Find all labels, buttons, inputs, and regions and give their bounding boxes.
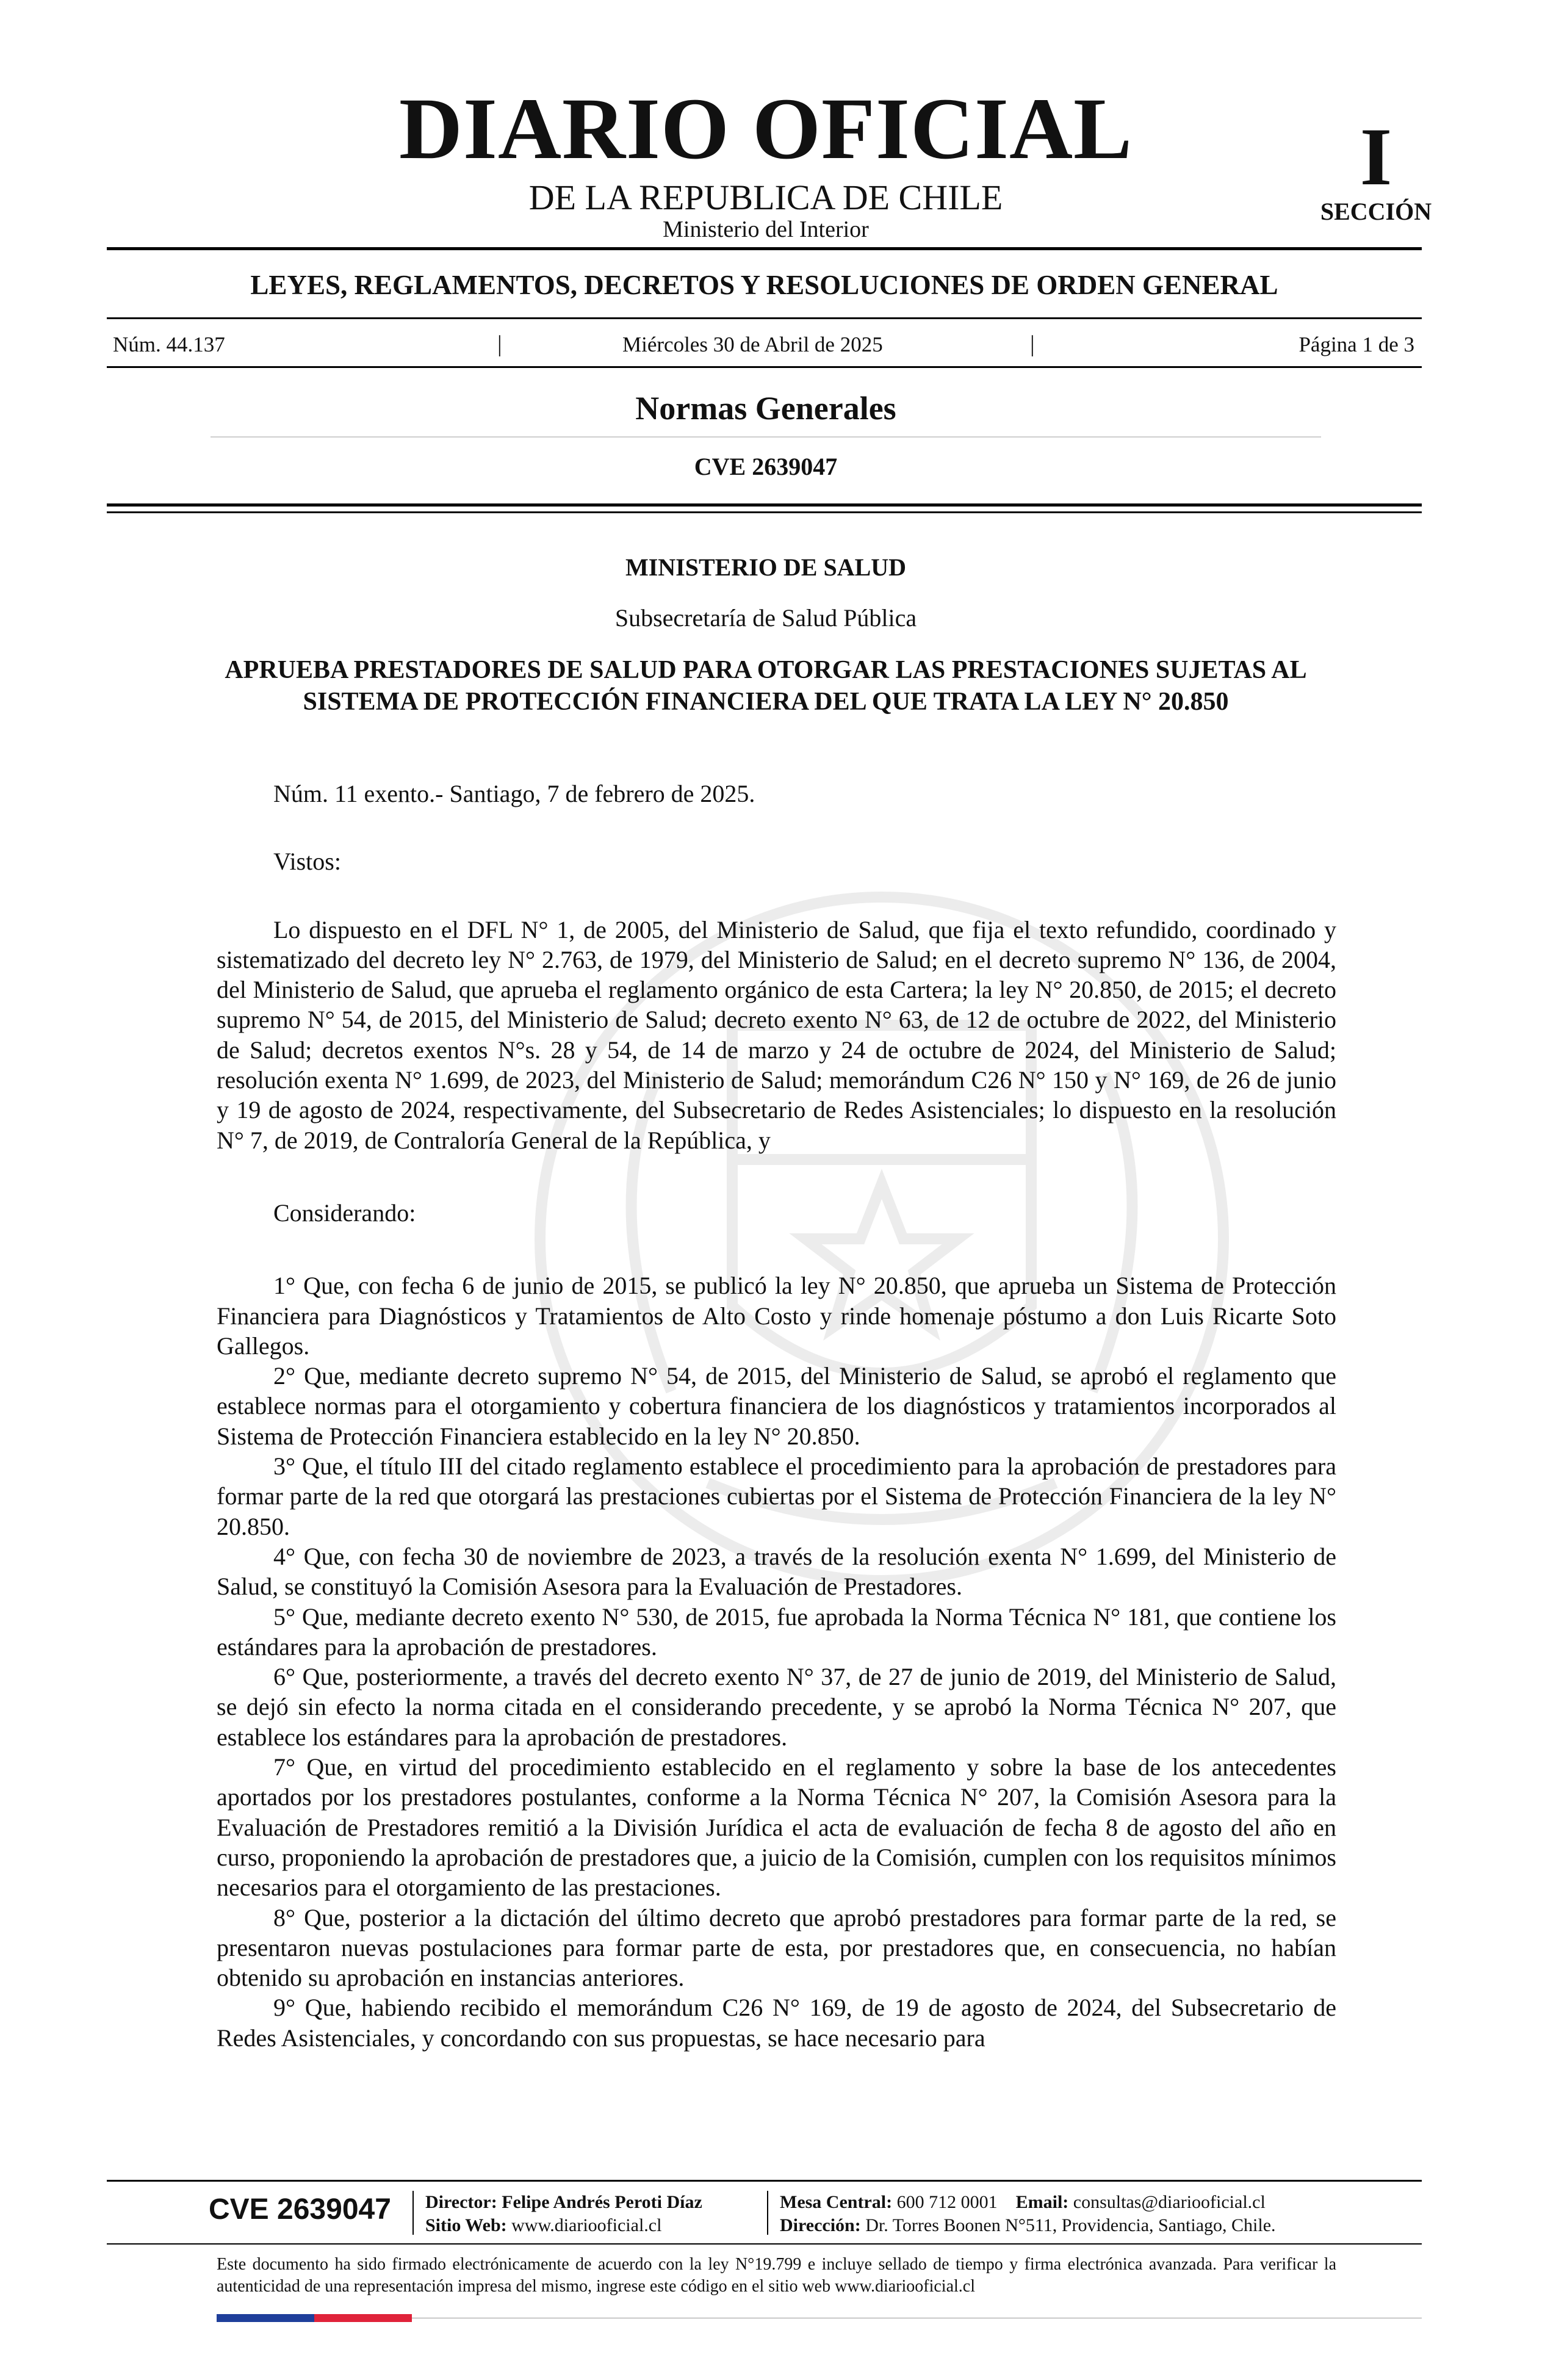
category-heading: LEYES, REGLAMENTOS, DECRETOS Y RESOLUCIONES DE ORDEN GENERAL [250,270,1278,300]
considerando-item: 6° Que, posteriormente, a través del decreto exento N° 37, de 27 de junio de 2019, del Ministerio de Salud, se dejó sin efecto la norma citada en el considerando precedente, y se aprobó la Norma Técnica N° 207, que establece los estándares para la aprobación de prestadores. [217,1663,1336,1751]
considerando-item: 4° Que, con fecha 30 de noviembre de 2023, a través de la resolución exenta N° 1.699, del Ministerio de Salud, se constituyó la Comisión Asesora para la Evaluación de Prestadores. [217,1542,1336,1601]
subsecretaria: Subsecretaría de Salud Pública [614,604,917,632]
considerando-item: 3° Que, el título III del citado reglamento establece el procedimiento para la aprobación de prestadores para formar parte de la red que otorgará las prestaciones cubiertas por el Sistema de Protección Financiera de la ley N° 20.850. [217,1452,1336,1540]
director-name: Felipe Andrés Peroti Díaz [502,2192,702,2212]
issue-date: Miércoles 30 de Abril de 2025 [622,333,883,356]
mesa-phone: 600 712 0001 [896,2192,998,2212]
considerando-item: 7° Que, en virtud del procedimiento establecido en el reglamento y sobre la base de los antecedentes aportados por los prestadores postulantes, conforme a la Norma Técnica N° 207, la Comisión Asesora para la Evaluación de Prestadores remitió a la División Jurídica el acta de evaluación de fecha 8 de agosto del año en curso, proponiendo la aprobación de prestadores que, a juicio de la Comisión, cumplen con los requisitos mínimos necesarios para el otorgamiento de las prestaciones. [217,1753,1336,1902]
info-separator: | [1030,331,1035,357]
decree-number-line: Núm. 11 exento.- Santiago, 7 de febrero de 2025. [273,780,755,807]
cve-code: CVE 2639047 [694,453,838,480]
document-body [217,779,1336,2053]
considerando-item: 5° Que, mediante decreto exento N° 530, de 2015, fue aprobada la Norma Técnica N° 181, que contiene los estándares para la aprobación de prestadores. [217,1603,1336,1661]
footer-cve-code: CVE 2639047 [209,2193,391,2226]
considerando-item: 1° Que, con fecha 6 de junio de 2015, se publicó la ley N° 20.850, que aprueba un Sistema de Protección Financiera para Diagnósticos y Tratamientos de Alto Costo y rinde homenaje póstumo a don Luis Ricarte Soto Gallegos. [217,1272,1336,1360]
web-label: Sitio Web: [425,2215,507,2235]
flag-stripe-blue [217,2314,314,2322]
section-number: I [1360,112,1392,203]
section-label: SECCIÓN [1320,198,1432,225]
director-label: Director: [425,2192,497,2212]
mesa-label: Mesa Central: [780,2192,893,2212]
considerando-item: 8° Que, posterior a la dictación del último decreto que aprobó prestadores para formar parte de la red, se presentaron nuevas postulaciones para formar parte de esta, por prestadores que, en consecuencia, no habían obtenido su aprobación en instancias anteriores. [217,1903,1336,1992]
footer-director-block [425,2191,702,2237]
cve-rule-top [107,503,1422,507]
masthead-title: DIARIO OFICIAL [398,81,1133,178]
address-label: Dirección: [780,2215,861,2235]
footer-rule-top [107,2180,1422,2182]
category-rule [107,317,1422,319]
cve-rule-bottom [107,511,1422,513]
masthead-rule [107,247,1422,250]
address-value: Dr. Torres Boonen N°511, Providencia, Santiago, Chile. [865,2215,1276,2235]
footer-separator [412,2191,414,2235]
info-rule [107,366,1422,368]
considerando-heading: Considerando: [273,1199,416,1227]
footer-separator [767,2191,768,2235]
ministry-heading: MINISTERIO DE SALUD [625,554,907,581]
email-link[interactable]: consultas@diariooficial.cl [1073,2192,1266,2212]
footer-contact-block [780,2191,1276,2237]
flag-stripe-red [314,2314,412,2322]
section-heading: Normas Generales [635,390,896,427]
footer-rule-middle [107,2243,1422,2245]
considerando-item: 2° Que, mediante decreto supremo N° 54, de 2015, del Ministerio de Salud, se aprobó el reglamento que establece normas para el otorgamiento y cobertura financiera de los diagnósticos y tratamientos incorporados al Sistema de Protección Financiera establecido en la ley N° 20.850. [217,1362,1336,1450]
vistos-paragraph: Lo dispuesto en el DFL N° 1, de 2005, del Ministerio de Salud, que fija el texto refundido, coordinado y sistematizado del decreto ley N° 2.763, de 1979, del Ministerio de Salud; en el decreto supremo N° 136, de 2004, del Ministerio de Salud, que aprueba el reglamento orgánico de esta Cartera; la ley N° 20.850, de 2015; el decreto supremo N° 54, de 2015, del Ministerio de Salud; decreto exento N° 63, de 12 de octubre de 2022, del Ministerio de Salud; decretos exentos N°s. 28 y 54, de 14 de marzo y 24 de octubre de 2024, del Ministerio de Salud; resolución exenta N° 1.699, de 2023, del Ministerio de Salud; memorándum C26 N° 150 y N° 169, de 26 de junio y 19 de agosto de 2024, respectivamente, del Subsecretario de Redes Asistenciales; lo dispuesto en la resolución N° 7, de 2019, de Contraloría General de la República, y [217,915,1336,1154]
vistos-heading: Vistos: [273,848,341,876]
website-link[interactable]: www.diariooficial.cl [511,2215,662,2235]
considerando-item: 9° Que, habiendo recibido el memorándum C26 N° 169, de 19 de agosto de 2024, del Subsecretario de Redes Asistenciales, y concordando con sus propuestas, se hace necesario para [217,1994,1336,2052]
email-label: Email: [1015,2192,1069,2212]
signature-note: Este documento ha sido firmado electrónicamente de acuerdo con la ley N°19.799 e incluye sellado de tiempo y firma electrónica avanzada. Para verificar la autenticidad de una representación impresa del mismo, ingrese este código en el sitio web www.diariooficial.cl [217,2255,1336,2296]
masthead-subtitle: DE LA REPUBLICA DE CHILE [528,178,1003,217]
info-separator: | [497,331,502,357]
page-info: Página 1 de 3 [1298,333,1414,356]
document-title: APRUEBA PRESTADORES DE SALUD PARA OTORGAR LAS PRESTACIONES SUJETAS AL SISTEMA DE PROTECCIÓN FINANCIERA DEL QUE TRATA LA LEY N° 20.850 [225,656,1307,716]
masthead-ministry: Ministerio del Interior [663,217,869,242]
issue-number: Núm. 44.137 [113,333,225,356]
section-heading-rule [211,436,1321,438]
